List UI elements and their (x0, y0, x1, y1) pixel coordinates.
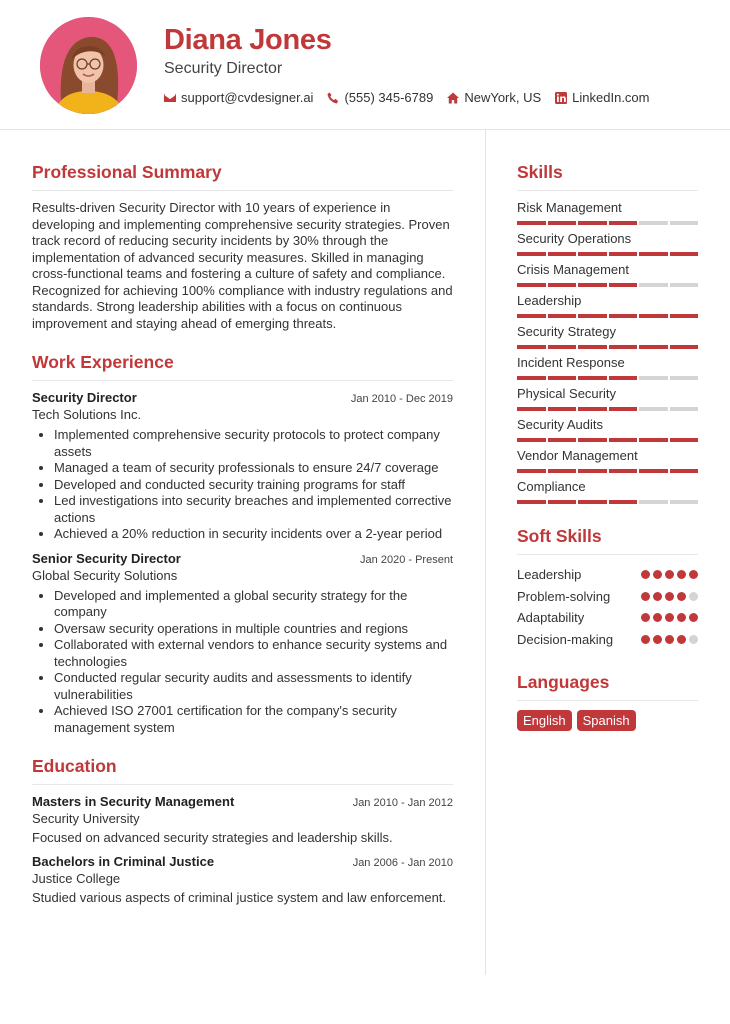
skill-level-segment (670, 376, 699, 380)
list-item: • Achieved a 20% reduction in security incidents over a 2-year period (54, 526, 453, 543)
phone-text: (555) 345-6789 (344, 90, 434, 105)
skill-level-bar (517, 252, 698, 256)
skill-level-segment (639, 221, 668, 225)
skill-level-segment (548, 500, 577, 504)
skill-level-segment (578, 221, 607, 225)
experience-heading: Work Experience (32, 352, 453, 381)
contact-email[interactable] (164, 90, 313, 105)
home-icon (447, 92, 459, 104)
contact-linkedin[interactable] (555, 90, 649, 105)
skill-level-segment (578, 252, 607, 256)
phone-icon (327, 92, 339, 104)
candidate-title: Security Director (164, 60, 283, 77)
degree-title: Bachelors in Criminal Justice (32, 854, 215, 869)
skill-level-segment (517, 283, 546, 287)
job-bullets (32, 427, 453, 543)
contact-bar (164, 90, 650, 105)
degree-title: Masters in Security Management (32, 794, 235, 809)
soft-skills-list (517, 564, 698, 650)
education-heading: Education (32, 756, 453, 785)
soft-skill-name: Leadership (517, 567, 582, 583)
rating-dot (689, 570, 698, 579)
skill-name: Risk Management (517, 200, 622, 215)
summary-heading: Professional Summary (32, 162, 453, 191)
skill-level-segment (548, 469, 577, 473)
rating-dot (677, 613, 686, 622)
skill-level-segment (578, 376, 607, 380)
profile-photo (40, 17, 137, 114)
skill-level-bar (517, 500, 698, 504)
list-item: • Managed a team of security professionals to ensure 24/7 coverage (54, 460, 453, 477)
skill-level-segment (548, 376, 577, 380)
skill-level-segment (548, 407, 577, 411)
soft-skills-heading: Soft Skills (517, 526, 698, 555)
soft-skill-item (517, 607, 698, 629)
languages-list (517, 710, 698, 731)
rating-dot (653, 635, 662, 644)
soft-skill-rating (641, 570, 698, 579)
skill-item (517, 231, 698, 256)
language-tag: Spanish (577, 710, 636, 731)
rating-dot (653, 613, 662, 622)
skill-name: Compliance (517, 479, 586, 494)
skill-name: Security Audits (517, 417, 603, 432)
skill-level-bar (517, 376, 698, 380)
skill-name: Physical Security (517, 386, 616, 401)
skill-item (517, 293, 698, 318)
education-date: Jan 2010 - Jan 2012 (352, 797, 453, 809)
skill-item (517, 448, 698, 473)
education-description: Focused on advanced security strategies and leadership skills. (32, 830, 393, 845)
skill-level-segment (609, 221, 638, 225)
soft-skill-rating (641, 635, 698, 644)
skill-item (517, 262, 698, 287)
experience-section (32, 352, 453, 736)
resume-header (0, 0, 730, 130)
skill-level-bar (517, 345, 698, 349)
column-divider (485, 130, 486, 975)
skill-item (517, 417, 698, 442)
soft-skill-name: Adaptability (517, 610, 585, 626)
skill-level-segment (670, 345, 699, 349)
email-icon (164, 92, 176, 104)
skill-level-segment (609, 438, 638, 442)
skill-level-segment (548, 283, 577, 287)
skill-level-segment (578, 283, 607, 287)
skill-level-segment (670, 500, 699, 504)
job-entry (32, 390, 453, 543)
education-entry (32, 854, 453, 905)
skill-level-bar (517, 438, 698, 442)
job-title: Security Director (32, 390, 137, 405)
soft-skill-item (517, 629, 698, 651)
email-text: support@cvdesigner.ai (181, 90, 314, 105)
skill-level-segment (670, 407, 699, 411)
skill-level-bar (517, 314, 698, 318)
skill-level-segment (548, 252, 577, 256)
skill-level-segment (578, 314, 607, 318)
job-company: Global Security Solutions (32, 567, 178, 583)
person-portrait-icon (40, 17, 137, 114)
skill-level-segment (548, 438, 577, 442)
job-entry (32, 551, 453, 737)
skill-item (517, 324, 698, 349)
skill-name: Security Strategy (517, 324, 616, 339)
skill-level-segment (578, 438, 607, 442)
skill-level-segment (670, 438, 699, 442)
soft-skill-item (517, 586, 698, 608)
job-bullets (32, 588, 453, 737)
skill-level-segment (548, 345, 577, 349)
skill-name: Security Operations (517, 231, 632, 246)
location-text: NewYork, US (464, 90, 542, 105)
skill-level-segment (609, 345, 638, 349)
contact-location (447, 90, 541, 105)
skill-level-segment (670, 221, 699, 225)
list-item: • Implemented comprehensive security protocols to protect company assets (54, 427, 453, 460)
job-date: Jan 2010 - Dec 2019 (350, 393, 453, 405)
skills-list (517, 200, 698, 504)
education-entry (32, 794, 453, 845)
skill-level-segment (517, 221, 546, 225)
rating-dot (641, 613, 650, 622)
rating-dot (665, 635, 674, 644)
main-column (32, 162, 453, 925)
rating-dot (641, 570, 650, 579)
rating-dot (689, 635, 698, 644)
school-name: Security University (32, 811, 140, 826)
skill-level-segment (639, 438, 668, 442)
school-name: Justice College (32, 871, 121, 886)
rating-dot (665, 570, 674, 579)
skill-level-segment (578, 407, 607, 411)
soft-skill-name: Problem-solving (517, 588, 611, 604)
list-item: • Conducted regular security audits and assessments to identify vulnerabilities (54, 670, 453, 703)
skill-level-segment (578, 469, 607, 473)
skill-level-segment (609, 469, 638, 473)
skill-name: Vendor Management (517, 448, 638, 463)
soft-skill-rating (641, 592, 698, 601)
skill-name: Crisis Management (517, 262, 629, 277)
contact-phone[interactable] (327, 90, 433, 105)
list-item: • Achieved ISO 27001 certification for the company's security management system (54, 703, 453, 736)
skill-level-segment (578, 500, 607, 504)
linkedin-text: LinkedIn.com (572, 90, 650, 105)
candidate-name: Diana Jones (164, 24, 332, 56)
summary-text: Results-driven Security Director with 10 years of experience in developing and implementing comprehensive security strategies. Proven track record of reducing security incidents by 30% through the implementation of advanced security measures. Skilled in managing cross-functional teams and fostering a culture of safety and compliance. Recognized for achieving 100% compliance with industry regulations and standards. Strong leadership abilities with a focus on continuous improvement and staying ahead of emerging threats. (32, 200, 453, 331)
education-date: Jan 2006 - Jan 2010 (352, 857, 453, 869)
skill-level-bar (517, 469, 698, 473)
rating-dot (689, 592, 698, 601)
education-description: Studied various aspects of criminal justice system and law enforcement. (32, 890, 447, 905)
skill-item (517, 386, 698, 411)
list-item: • Developed and conducted security training programs for staff (54, 477, 453, 494)
list-item: • Collaborated with external vendors to enhance security systems and technologies (54, 637, 453, 670)
rating-dot (641, 592, 650, 601)
skill-level-segment (609, 407, 638, 411)
soft-skills-section (517, 526, 698, 650)
rating-dot (665, 613, 674, 622)
skill-level-segment (670, 469, 699, 473)
job-company: Tech Solutions Inc. (32, 407, 142, 422)
languages-heading: Languages (517, 672, 698, 701)
skill-level-segment (517, 376, 546, 380)
skill-level-segment (578, 345, 607, 349)
side-column (517, 162, 698, 751)
skill-item (517, 479, 698, 504)
skill-name: Incident Response (517, 355, 625, 370)
rating-dot (677, 635, 686, 644)
skill-level-segment (639, 283, 668, 287)
list-item: • Developed and implemented a global security strategy for the company (54, 588, 453, 621)
education-section (32, 756, 453, 905)
skill-level-segment (639, 376, 668, 380)
skill-level-segment (517, 407, 546, 411)
job-date: Jan 2020 - Present (360, 553, 453, 566)
skill-level-segment (548, 221, 577, 225)
skill-item (517, 200, 698, 225)
skill-level-segment (548, 314, 577, 318)
skill-level-segment (609, 376, 638, 380)
list-item: • Oversaw security operations in multiple countries and regions (54, 621, 453, 638)
language-tag: English (517, 710, 572, 731)
skill-level-segment (517, 438, 546, 442)
languages-section (517, 672, 698, 731)
skill-level-segment (517, 252, 546, 256)
skill-name: Leadership (517, 293, 582, 308)
skills-section (517, 162, 698, 504)
skill-level-bar (517, 221, 698, 225)
skill-level-segment (639, 345, 668, 349)
skill-level-segment (517, 314, 546, 318)
soft-skill-rating (641, 613, 698, 622)
list-item: • Led investigations into security breaches and implemented corrective actions (54, 493, 453, 526)
skill-level-segment (609, 500, 638, 504)
job-title: Senior Security Director (32, 550, 181, 566)
skills-heading: Skills (517, 162, 698, 191)
skill-level-segment (517, 500, 546, 504)
skill-level-segment (609, 314, 638, 318)
rating-dot (689, 613, 698, 622)
skill-level-segment (639, 469, 668, 473)
soft-skill-name: Decision-making (517, 631, 614, 647)
skill-level-segment (639, 500, 668, 504)
skill-item (517, 355, 698, 380)
skill-level-bar (517, 407, 698, 411)
skill-level-segment (670, 252, 699, 256)
rating-dot (641, 635, 650, 644)
summary-section (32, 162, 453, 332)
rating-dot (677, 592, 686, 601)
skill-level-segment (517, 345, 546, 349)
skill-level-bar (517, 283, 698, 287)
skill-level-segment (670, 283, 699, 287)
rating-dot (653, 592, 662, 601)
soft-skill-item (517, 564, 698, 586)
skill-level-segment (670, 314, 699, 318)
skill-level-segment (639, 314, 668, 318)
skill-level-segment (609, 252, 638, 256)
skill-level-segment (517, 469, 546, 473)
skill-level-segment (639, 252, 668, 256)
skill-level-segment (609, 283, 638, 287)
linkedin-icon (555, 92, 567, 104)
skill-level-segment (639, 407, 668, 411)
rating-dot (653, 570, 662, 579)
rating-dot (677, 570, 686, 579)
rating-dot (665, 592, 674, 601)
